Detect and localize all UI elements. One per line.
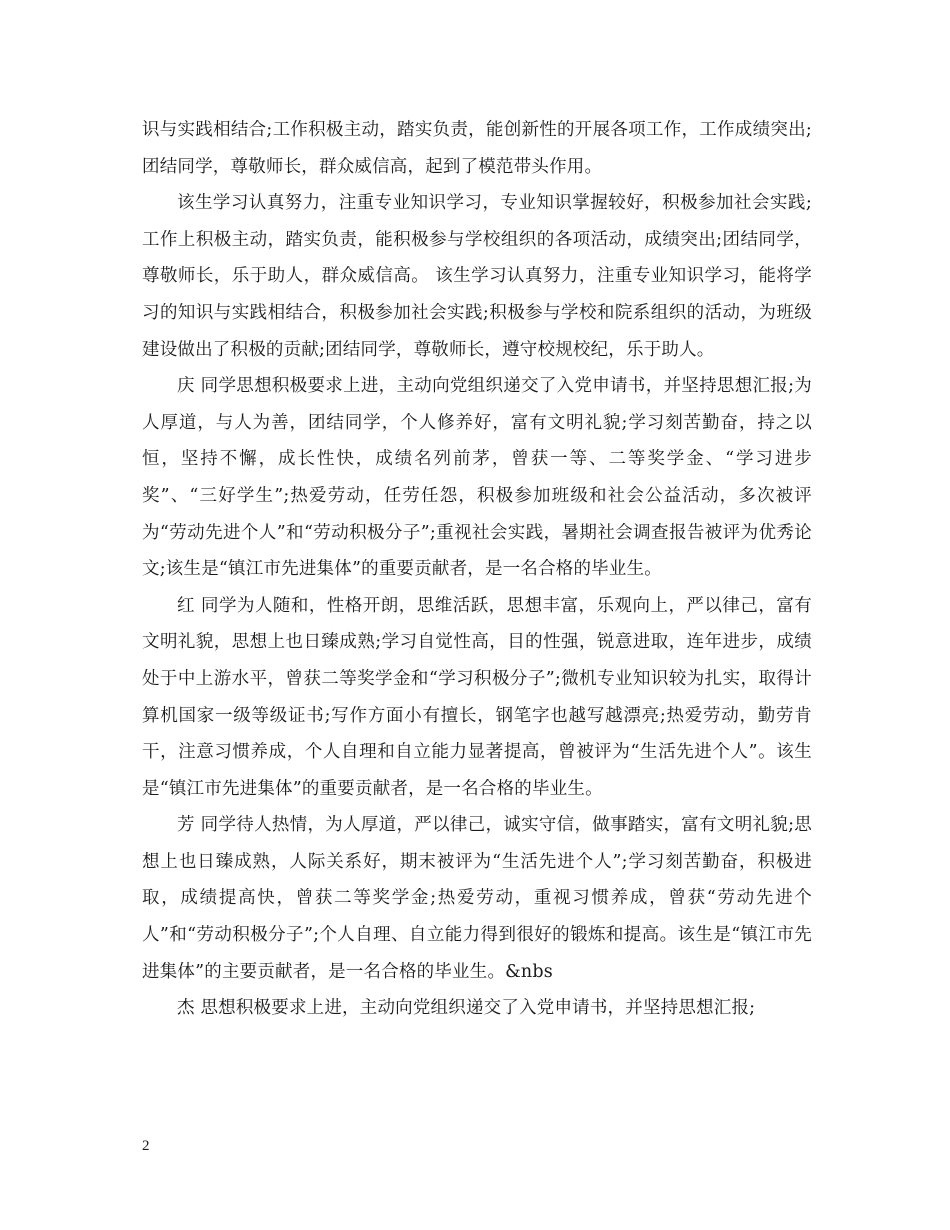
paragraph-evaluation-fang: 芳 同学待人热情，为人厚道，严以律己，诚实守信，做事踏实，富有文明礼貌;思想上也日臻成熟，人际关系好，期末被评为“生活先进个人”;学习刻苦勤奋，积极进取，成绩提高快，曾获二等奖学金;热爱劳动，重视习惯养成，曾获“劳动先进个人”和“劳动积极分子”;个人自理、自立能力得到很好的锻炼和提高。该生是“镇江市先进集体”的主要贡献者，是一名合格的毕业生。&nbs [142, 815, 812, 982]
paragraph-evaluation-general: 该生学习认真努力，注重专业知识学习，专业知识掌握较好，积极参加社会实践;工作上积极主动，踏实负责，能积极参与学校组织的各项活动，成绩突出;团结同学，尊敬师长，乐于助人，群众威信高。 该生学习认真努力，注重专业知识学习，能将学习的知识与实践相结合，积极参加社会实践;积极参与学校和院系组织的活动，为班级建设做出了积极的贡献;团结同学，尊敬师长，遵守校规校纪，乐于助人。 [142, 193, 812, 360]
page-number: 2 [142, 1138, 150, 1154]
paragraph-evaluation-hong: 红 同学为人随和，性格开朗，思维活跃，思想丰富，乐观向上，严以律己，富有文明礼貌，思想上也日臻成熟;学习自觉性高，目的性强，锐意进取，连年进步，成绩处于中上游水平，曾获二等奖学金和“学习积极分子”;微机专业知识较为扎实，取得计算机国家一级等级证书;写作方面小有擅长，钢笔字也越写越漂亮;热爱劳动，勤劳肯干，注意习惯养成，个人自理和自立能力显著提高，曾被评为“生活先进个人”。该生是“镇江市先进集体”的重要贡献者，是一名合格的毕业生。 [142, 595, 812, 799]
paragraph-evaluation-qing: 庆 同学思想积极要求上进，主动向党组织递交了入党申请书，并坚持思想汇报;为人厚道，与人为善，团结同学，个人修养好，富有文明礼貌;学习刻苦勤奋，持之以恒，坚持不懈，成长性快，成绩名列前茅，曾获一等、二等奖学金、“学习进步奖”、“三好学生”;热爱劳动，任劳任怨，积极参加班级和社会公益活动，多次被评为“劳动先进个人”和“劳动积极分子”;重视社会实践，暑期社会调查报告被评为优秀论文;该生是“镇江市先进集体”的重要贡献者，是一名合格的毕业生。 [142, 376, 812, 580]
paragraph-continuation: 识与实践相结合;工作积极主动，踏实负责，能创新性的开展各项工作，工作成绩突出;团结同学，尊敬师长，群众威信高，起到了模范带头作用。 [142, 120, 812, 177]
paragraph-evaluation-jie: 杰 思想积极要求上进，主动向党组织递交了入党申请书，并坚持思想汇报; [177, 998, 756, 1019]
document-body [142, 112, 812, 1027]
